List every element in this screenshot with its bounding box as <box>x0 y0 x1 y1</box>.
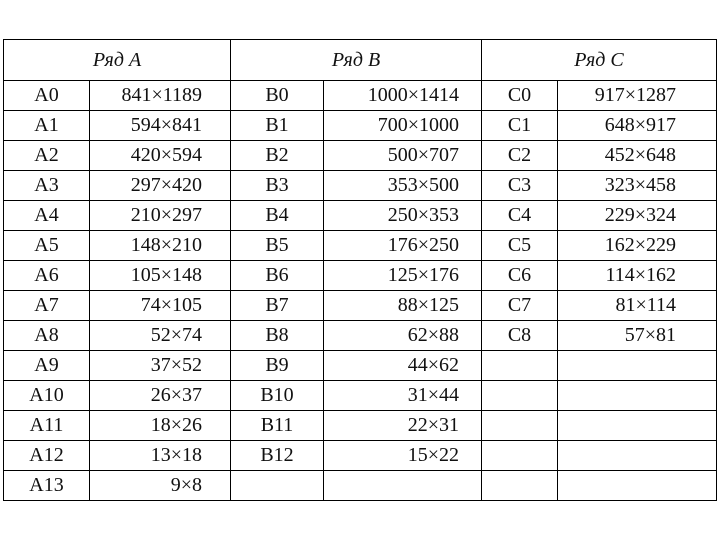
series-a-size: 297×420 <box>90 171 231 201</box>
series-a-code: A8 <box>4 321 90 351</box>
series-c-size: 162×229 <box>558 231 717 261</box>
series-c-size <box>558 411 717 441</box>
series-c-code <box>482 381 558 411</box>
series-c-code: C4 <box>482 201 558 231</box>
series-b-size: 700×1000 <box>324 111 482 141</box>
series-c-size: 57×81 <box>558 321 717 351</box>
series-b-code: B2 <box>231 141 324 171</box>
series-c-size <box>558 351 717 381</box>
table-row <box>4 291 717 321</box>
paper-sizes-table <box>3 39 717 501</box>
header-row <box>4 40 717 81</box>
series-c-code <box>482 471 558 501</box>
series-a-size: 26×37 <box>90 381 231 411</box>
series-c-code: C6 <box>482 261 558 291</box>
series-c-code <box>482 441 558 471</box>
series-a-size: 105×148 <box>90 261 231 291</box>
series-a-code: A3 <box>4 171 90 201</box>
series-a-code: A12 <box>4 441 90 471</box>
series-a-size: 74×105 <box>90 291 231 321</box>
series-c-size: 81×114 <box>558 291 717 321</box>
series-b-size: 1000×1414 <box>324 81 482 111</box>
series-c-size: 648×917 <box>558 111 717 141</box>
series-a-code: A4 <box>4 201 90 231</box>
header-series-a: Ряд A <box>4 40 231 81</box>
series-c-code: C2 <box>482 141 558 171</box>
series-a-size: 148×210 <box>90 231 231 261</box>
series-a-code: A0 <box>4 81 90 111</box>
series-a-code: A5 <box>4 231 90 261</box>
series-b-size: 353×500 <box>324 171 482 201</box>
series-b-code: B11 <box>231 411 324 441</box>
series-b-size: 22×31 <box>324 411 482 441</box>
table-row <box>4 171 717 201</box>
series-b-code <box>231 471 324 501</box>
table-row <box>4 471 717 501</box>
series-a-code: A9 <box>4 351 90 381</box>
series-c-size: 917×1287 <box>558 81 717 111</box>
series-c-code <box>482 411 558 441</box>
series-a-size: 210×297 <box>90 201 231 231</box>
series-b-code: B10 <box>231 381 324 411</box>
series-b-code: B5 <box>231 231 324 261</box>
table-row <box>4 231 717 261</box>
series-b-code: B8 <box>231 321 324 351</box>
series-c-code: C7 <box>482 291 558 321</box>
table-row <box>4 261 717 291</box>
series-b-code: B6 <box>231 261 324 291</box>
series-b-code: B12 <box>231 441 324 471</box>
series-a-size: 594×841 <box>90 111 231 141</box>
header-series-c: Ряд C <box>482 40 717 81</box>
header-series-b: Ряд B <box>231 40 482 81</box>
series-c-size: 229×324 <box>558 201 717 231</box>
table-row <box>4 351 717 381</box>
table-body <box>4 81 717 501</box>
table-header <box>4 40 717 81</box>
table-row <box>4 81 717 111</box>
series-c-code: C1 <box>482 111 558 141</box>
series-b-size <box>324 471 482 501</box>
series-c-code: C3 <box>482 171 558 201</box>
series-c-code: C8 <box>482 321 558 351</box>
series-b-size: 250×353 <box>324 201 482 231</box>
series-b-code: B3 <box>231 171 324 201</box>
series-a-code: A7 <box>4 291 90 321</box>
series-c-code: C0 <box>482 81 558 111</box>
series-a-code: A6 <box>4 261 90 291</box>
series-c-code: C5 <box>482 231 558 261</box>
series-c-size <box>558 441 717 471</box>
series-b-code: B4 <box>231 201 324 231</box>
series-c-code <box>482 351 558 381</box>
series-c-size: 323×458 <box>558 171 717 201</box>
series-b-size: 88×125 <box>324 291 482 321</box>
series-b-size: 44×62 <box>324 351 482 381</box>
series-b-size: 31×44 <box>324 381 482 411</box>
series-b-size: 176×250 <box>324 231 482 261</box>
series-a-code: A1 <box>4 111 90 141</box>
table-row <box>4 111 717 141</box>
series-a-code: A13 <box>4 471 90 501</box>
table-row <box>4 201 717 231</box>
series-b-code: B0 <box>231 81 324 111</box>
series-a-size: 841×1189 <box>90 81 231 111</box>
series-a-code: A2 <box>4 141 90 171</box>
series-b-size: 125×176 <box>324 261 482 291</box>
series-c-size: 452×648 <box>558 141 717 171</box>
series-a-code: A10 <box>4 381 90 411</box>
series-b-size: 62×88 <box>324 321 482 351</box>
table-row <box>4 441 717 471</box>
series-b-code: B1 <box>231 111 324 141</box>
series-b-size: 500×707 <box>324 141 482 171</box>
series-a-size: 52×74 <box>90 321 231 351</box>
series-b-code: B7 <box>231 291 324 321</box>
series-a-size: 13×18 <box>90 441 231 471</box>
table-row <box>4 411 717 441</box>
series-a-size: 420×594 <box>90 141 231 171</box>
series-c-size <box>558 471 717 501</box>
series-a-size: 9×8 <box>90 471 231 501</box>
series-b-size: 15×22 <box>324 441 482 471</box>
series-a-size: 18×26 <box>90 411 231 441</box>
series-c-size <box>558 381 717 411</box>
series-a-size: 37×52 <box>90 351 231 381</box>
table-row <box>4 381 717 411</box>
series-b-code: B9 <box>231 351 324 381</box>
table-row <box>4 141 717 171</box>
series-a-code: A11 <box>4 411 90 441</box>
series-c-size: 114×162 <box>558 261 717 291</box>
table-row <box>4 321 717 351</box>
